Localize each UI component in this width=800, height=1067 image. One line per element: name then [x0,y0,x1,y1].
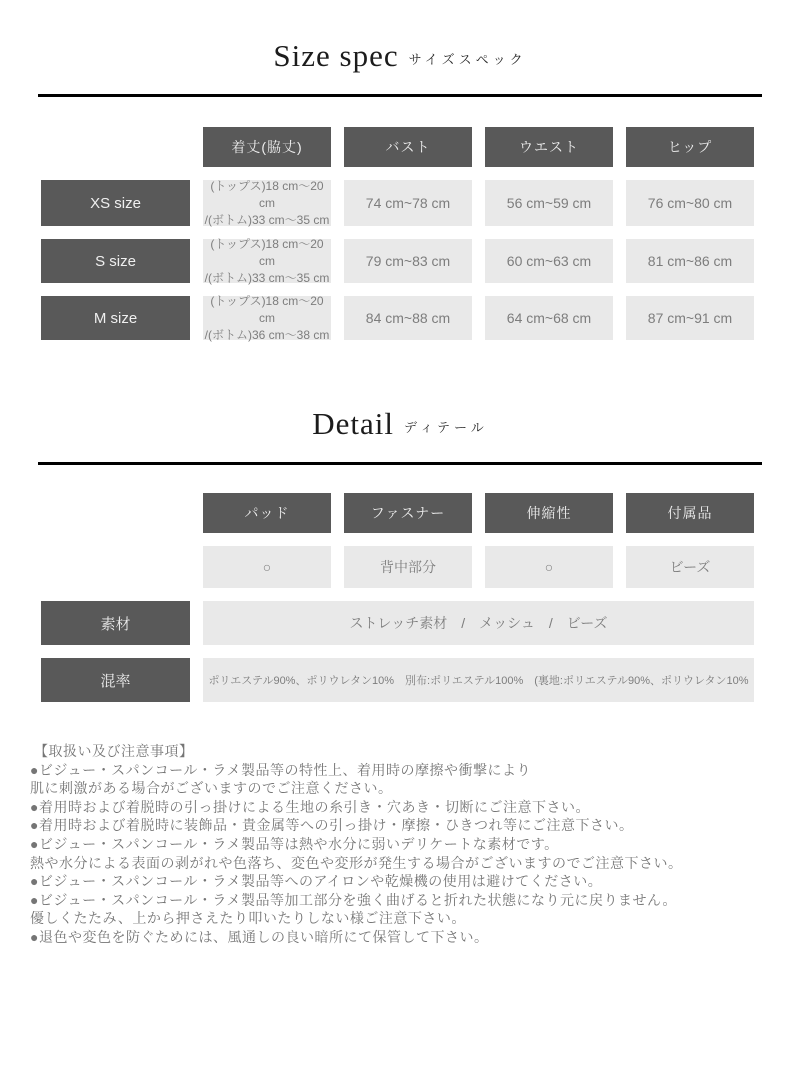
column-header-length: 着丈(脇丈) [203,127,331,167]
hip-cell-s: 81 cm~86 cm [626,239,754,283]
corner-cell [41,493,190,533]
detail-table [41,493,800,702]
waist-cell-m: 64 cm~68 cm [485,296,613,340]
length-bottom-xs: /(ボトム)33 cm～35 cm [204,212,330,227]
pad-value-cell: ○ [203,546,331,588]
column-header-fastener: ファスナー [344,493,472,533]
note-line: 肌に刺激がある場合がございますのでご注意ください。 [30,780,393,797]
note-line: ●着用時および着脱時に装飾品・貴金属等への引っ掛け・摩擦・ひきつれ等にご注意下さい。 [30,817,634,834]
size-row-label-xs: XS size [41,180,190,226]
handling-notes [30,742,770,947]
length-cell-s [203,236,331,285]
blend-value-cell: ポリエステル90%、ポリウレタン10% 別布:ポリエステル100% (裏地:ポリエステル90%、ポリウレタン10% [203,658,754,702]
note-line: ●ビジュー・スパンコール・ラメ製品等は熱や水分に弱いデリケートな素材です。 [30,835,559,852]
size-spec-divider [38,94,762,97]
length-tops-m: (トップス)18 cm～20 cm [210,293,324,325]
detail-divider [38,462,762,465]
notes-heading: 【取扱い及び注意事項】 [34,743,194,759]
material-value-cell: ストレッチ素材 / メッシュ / ビーズ [203,601,754,645]
size-row-label-s: S size [41,239,190,283]
column-header-pad: パッド [203,493,331,533]
size-spec-title-ja: サイズスペック [408,52,527,67]
hip-cell-m: 87 cm~91 cm [626,296,754,340]
length-bottom-s: /(ボトム)33 cm～35 cm [204,270,330,285]
bust-cell-m: 84 cm~88 cm [344,296,472,340]
column-header-hip: ヒップ [626,127,754,167]
stretch-value-cell: ○ [485,546,613,588]
length-tops-s: (トップス)18 cm～20 cm [210,236,324,268]
material-row-label: 素材 [41,601,190,645]
detail-title [0,406,800,448]
bust-cell-s: 79 cm~83 cm [344,239,472,283]
length-tops-xs: (トップス)18 cm～20 cm [210,178,324,210]
note-line: ●着用時および着脱時の引っ掛けによる生地の糸引き・穴あき・切断にご注意下さい。 [30,798,590,815]
note-line: 熱や水分による表面の剥がれや色落ち、変色や変形が発生する場合がございますのでご注意下さい。 [30,854,683,871]
waist-cell-s: 60 cm~63 cm [485,239,613,283]
size-spec-title [0,38,800,80]
corner-cell [41,127,190,167]
note-line: ●ビジュー・スパンコール・ラメ製品等へのアイロンや乾燥機の使用は避けてください。 [30,873,603,890]
column-header-stretch: 伸縮性 [485,493,613,533]
size-spec-title-en: Size spec [273,38,399,73]
column-header-waist: ウエスト [485,127,613,167]
column-header-accessory: 付属品 [626,493,754,533]
hip-cell-xs: 76 cm~80 cm [626,180,754,226]
length-cell-xs [203,180,331,226]
size-row-label-m: M size [41,296,190,340]
fastener-value-cell: 背中部分 [344,546,472,588]
note-line: ●ビジュー・スパンコール・ラメ製品等加工部分を強く曲げると折れた状態になり元に戻りません。 [30,891,677,908]
note-line: 優しくたたみ、上から押さえたり叩いたりしない様ご注意下さい。 [30,910,466,927]
size-spec-table [41,127,800,340]
note-line: ●退色や変色を防ぐためには、風通しの良い暗所にて保管して下さい。 [30,928,489,945]
bust-cell-xs: 74 cm~78 cm [344,180,472,226]
column-header-bust: バスト [344,127,472,167]
accessory-value-cell: ビーズ [626,546,754,588]
length-cell-m [203,293,331,342]
corner-cell [41,546,190,588]
blend-row-label: 混率 [41,658,190,702]
detail-title-en: Detail [312,406,395,441]
detail-title-ja: ディテール [404,420,488,435]
note-line: ●ビジュー・スパンコール・ラメ製品等の特性上、着用時の摩擦や衝撃により [30,761,531,778]
waist-cell-xs: 56 cm~59 cm [485,180,613,226]
length-bottom-m: /(ボトム)36 cm～38 cm [204,327,330,342]
